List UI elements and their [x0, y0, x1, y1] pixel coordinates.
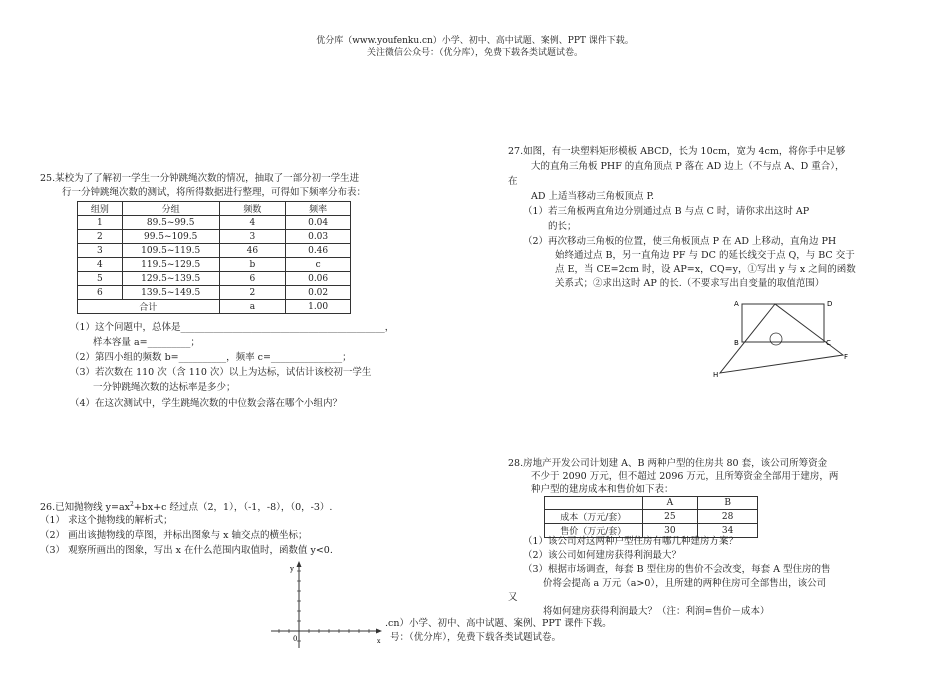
q25-sub-2: （2）第四小组的频数 b=__________，频率 c=_______________；: [70, 352, 352, 363]
table-cell: 0.46: [286, 244, 351, 258]
header-line-1: 优分库（www.youfenku.cn）小学、初中、高中试题、案例、PPT 课件下载。: [316, 36, 634, 46]
x-axis-label: x: [377, 638, 381, 645]
table-cell: 30: [642, 524, 698, 538]
q26-sub-1: （1） 求这个抛物线的解析式；: [40, 515, 173, 526]
table-row: [545, 510, 758, 524]
rectangle-triangle-figure: [708, 293, 858, 381]
table-cell: 25: [642, 510, 698, 524]
q27-line-5: （1）若三角板两直角边分别通过点 B 与点 C 时，请你求出这时 AP: [523, 206, 810, 217]
label-b: B: [734, 339, 739, 347]
header-line-2: 关注微信公众号：（优分库），免费下载各类试题试卷。: [366, 48, 583, 58]
table-cell: 109.5~119.5: [122, 244, 219, 258]
table-cell: 4: [78, 258, 123, 272]
table-row: [78, 216, 351, 230]
q26-stem: [40, 498, 332, 515]
q27-line-6: 的长；: [548, 221, 577, 232]
q27-line-4: AD 上适当移动三角板顶点 P.: [531, 191, 655, 202]
q27-line-1: 27.如图，有一块塑料矩形模板 ABCD，长为 10cm，宽为 4cm，将你手中足够: [508, 146, 846, 157]
table-cell: 99.5~109.5: [122, 230, 219, 244]
table-header-row: [78, 202, 351, 216]
table-cell: c: [286, 258, 351, 272]
y-axis-arrow: [297, 561, 302, 567]
origin-label: 0: [293, 635, 298, 643]
q27-line-9: 点 E，当 CE=2cm 时，设 AP=x，CQ=y，①写出 y 与 x 之间的函数: [555, 264, 856, 275]
table-cell: 0.03: [286, 230, 351, 244]
table-cell: 6: [78, 286, 123, 300]
q25-sub-4: （4）在这次测试中，学生跳绳次数的中位数会落在哪个小组内？: [70, 398, 343, 409]
q28-sub-3d: 又: [508, 592, 518, 603]
q26-sub-3: （3） 观察所画出的图象，写出 x 在什么范围内取值时，函数值 y<0.: [40, 545, 333, 556]
q28-sub-3a: （3）根据市场调查，每套 B 型住房的售价不会改变，每套 A 型住房的售: [523, 564, 831, 575]
q28-line-3: 种户型的建房成本和售价如下表：: [531, 484, 674, 495]
label-d: D: [827, 300, 833, 308]
table-cell: 0.04: [286, 216, 351, 230]
table-cell: 售价（万元/套）: [545, 524, 643, 538]
q28-line-2: 不少于 2090 万元，但不超过 2096 万元，且所筹资金全部用于建房，两: [531, 471, 839, 482]
q26-sub-2: （2） 画出该抛物线的草图，并标出图象与 x 轴交点的横坐标；: [40, 530, 308, 541]
table-row: [78, 272, 351, 286]
table-cell: 3: [219, 230, 286, 244]
q26-stem-a: 26.已知抛物线 y=ax: [40, 502, 130, 514]
q25-sub-1a: （1）这个问题中，总体是___________________________________________，: [70, 322, 395, 333]
table-cell: 5: [78, 272, 123, 286]
table-cell: 139.5~149.5: [122, 286, 219, 300]
table-row: [78, 230, 351, 244]
frequency-table: [77, 201, 351, 314]
table-cell: 1: [78, 216, 123, 230]
table-cell: 46: [219, 244, 286, 258]
q25-sub-3b: 一分钟跳绳次数的达标率是多少；: [93, 382, 236, 393]
q28-line-1: 28.房地产开发公司计划建 A、B 两种户型的住房共 80 套，该公司所筹资金: [508, 458, 828, 469]
table-cell: 4: [219, 216, 286, 230]
table-cell: 合计: [78, 300, 220, 314]
table-header-cell: 频率: [286, 202, 351, 216]
table-header-cell: A: [642, 497, 698, 510]
q27-line-3: 在: [508, 176, 518, 187]
table-cell: 3: [78, 244, 123, 258]
table-row: [78, 286, 351, 300]
table-cell: 119.5~129.5: [122, 258, 219, 272]
cost-price-table: [544, 496, 758, 538]
label-h: H: [713, 371, 719, 379]
q25-stem-line-2: 行一分钟跳绳次数的测试，将所得数据进行整理，可得如下频率分布表：: [62, 187, 367, 198]
x-axis-arrow: [376, 629, 382, 634]
footer-line-2: 号：（优分库），免费下载各类试题试卷。: [390, 632, 562, 643]
table-cell: 129.5~139.5: [122, 272, 219, 286]
table-header-cell: 分组: [122, 202, 219, 216]
table-cell: 89.5~99.5: [122, 216, 219, 230]
q27-line-7: （2）再次移动三角板的位置，使三角板顶点 P 在 AD 上移动，直角边 PH: [523, 236, 837, 247]
q25-sub-1b: 样本容量 a=_________；: [93, 337, 200, 348]
table-header-row: [545, 497, 758, 510]
table-cell: 6: [219, 272, 286, 286]
q25-stem-line-1: 25.某校为了了解初一学生一分钟跳绳次数的情况，抽取了一部分初一学生进: [40, 173, 360, 184]
table-header-cell: 组别: [78, 202, 123, 216]
q28-sub-2: （2）该公司如何建房获得利润最大？: [523, 550, 682, 561]
q25-sub-3a: （3）若次数在 110 次（含 110 次）以上为达标，试估计该校初一学生: [70, 367, 372, 378]
table-cell: 1.00: [286, 300, 351, 314]
q26-stem-b: +bx+c 经过点（2，1），（-1，-8），（0，-3）.: [133, 502, 333, 514]
q27-line-8: 始终通过点 B，另一直角边 PF 与 DC 的延长线交于点 Q，与 BC 交于: [555, 250, 855, 261]
q27-line-10: 关系式；②求出这时 AP 的长.（不要求写出自变量的取值范围）: [555, 278, 825, 289]
triangle-hole: [770, 333, 782, 345]
coordinate-axes: [265, 558, 390, 653]
table-header-cell: [545, 497, 643, 510]
table-row: [78, 258, 351, 272]
table-header-cell: 频数: [219, 202, 286, 216]
table-cell: 28: [698, 510, 758, 524]
table-cell: 2: [78, 230, 123, 244]
q26-stem-sup: 2: [129, 501, 134, 508]
y-axis-label: y: [290, 565, 294, 573]
table-header-cell: B: [698, 497, 758, 510]
q28-sub-3b: 价将会提高 a 万元（a>0），且所建的两种住房可全部售出，该公司: [543, 578, 827, 589]
table-cell: 34: [698, 524, 758, 538]
table-cell: 成本（万元/套）: [545, 510, 643, 524]
table-total-row: [78, 300, 351, 314]
q28-sub-1: （1）该公司对这两种户型住房有哪几种建房方案？: [523, 536, 739, 547]
label-c: C: [826, 339, 831, 347]
table-cell: 2: [219, 286, 286, 300]
q28-sub-3c: 将如何建房获得利润最大？（注：利润=售价－成本）: [543, 606, 770, 617]
table-cell: 0.02: [286, 286, 351, 300]
table-cell: b: [219, 258, 286, 272]
table-row: [78, 244, 351, 258]
table-cell: 0.06: [286, 272, 351, 286]
table-cell: a: [219, 300, 286, 314]
footer-line-1: .cn）小学、初中、高中试题、案例、PPT 课件下载。: [385, 618, 612, 629]
q27-line-2: 大的直角三角板 PHF 的直角顶点 P 落在 AD 边上（不与点 A、D 重合），: [531, 161, 845, 172]
label-f: F: [844, 353, 849, 361]
label-a: A: [734, 300, 739, 308]
